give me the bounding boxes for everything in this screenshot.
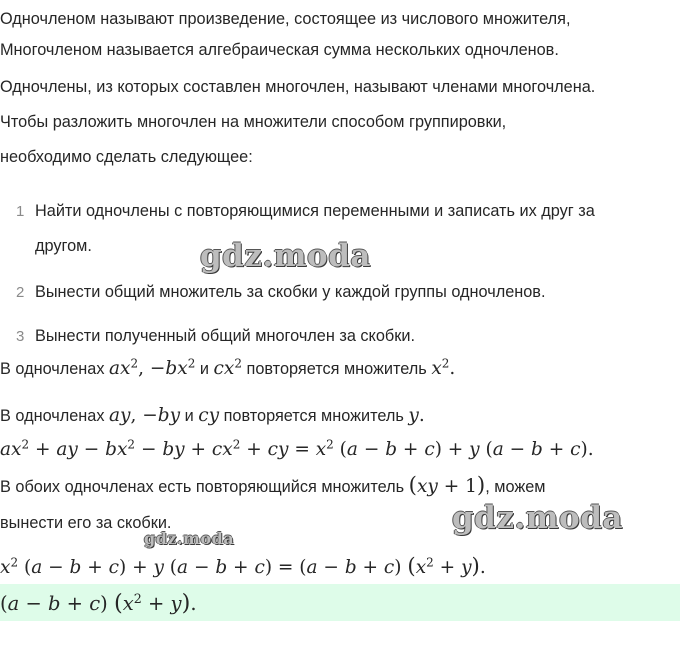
list-item-number: 3 (16, 328, 25, 345)
watermark-logo: gdz.moda (144, 529, 235, 548)
list-item-text: Вынести общий множитель за скобки у каждой группы одночленов. (35, 283, 546, 301)
text-common-factor-y (0, 405, 425, 427)
equation-factor-out: $x^2$ (a − b + c) + y (a − b + c) = (a − b + c) $(x^2 + y)$. (0, 554, 486, 579)
paragraph-polynomial-definition: Многочленом называется алгебраическая сумма нескольких одночленов. (0, 41, 559, 59)
math-inline: cy (198, 405, 220, 426)
text-fragment: В обоих одночленах есть повторяющийся множитель (0, 478, 405, 496)
paragraph-monomial-definition: Одночленом называют произведение, состоящее из числового множителя, (0, 10, 571, 28)
math-inline: y. (408, 405, 425, 426)
text-fragment: , можем (485, 478, 546, 496)
math-inline: $x^2$. (431, 356, 456, 379)
list-item-text: Вынести полученный общий многочлен за скобки. (35, 327, 415, 345)
paragraph-grouping-intro-cont: необходимо сделать следующее: (0, 148, 253, 166)
list-item-text-cont: другом. (35, 237, 92, 255)
final-answer: (a − b + c) $(x^2 + y)$. (0, 590, 197, 616)
text-fragment: В одночленах (0, 407, 105, 425)
watermark-logo: gdz.moda (452, 500, 623, 536)
paragraph-polynomial-members: Одночлены, из которых составлен многочлен, называют членами многочлена. (0, 78, 596, 96)
watermark-logo: gdz.moda (200, 238, 371, 274)
list-item-number: 1 (16, 203, 25, 220)
math-inline: $cx^2$ (213, 356, 242, 379)
text-fragment: В одночленах (0, 360, 105, 378)
list-item-text: Найти одночлены с повторяющимися переменными и записать их друг за (35, 202, 595, 220)
text-common-polynomial-cont: вынести его за скобки. (0, 514, 172, 532)
equation-grouping: $ax^2$ + ay − $bx^2$ − by + $cx^2$ + cy = $x^2$ (a − b + c) + y (a − b + c). (0, 437, 594, 460)
text-common-polynomial (0, 475, 545, 498)
text-fragment: повторяется множитель (223, 407, 404, 425)
math-inline: (xy + 1) (408, 473, 486, 498)
math-inline: ay, −by (109, 405, 181, 426)
text-fragment: и (184, 407, 194, 425)
paragraph-grouping-intro: Чтобы разложить многочлен на множители способом группировки, (0, 113, 507, 131)
list-item-number: 2 (16, 284, 25, 301)
text-fragment: повторяется множитель (246, 360, 427, 378)
text-common-factor-x2 (0, 358, 455, 380)
math-inline: $ax^2$, $-bx^2$ (109, 356, 196, 379)
text-fragment: и (199, 360, 209, 378)
